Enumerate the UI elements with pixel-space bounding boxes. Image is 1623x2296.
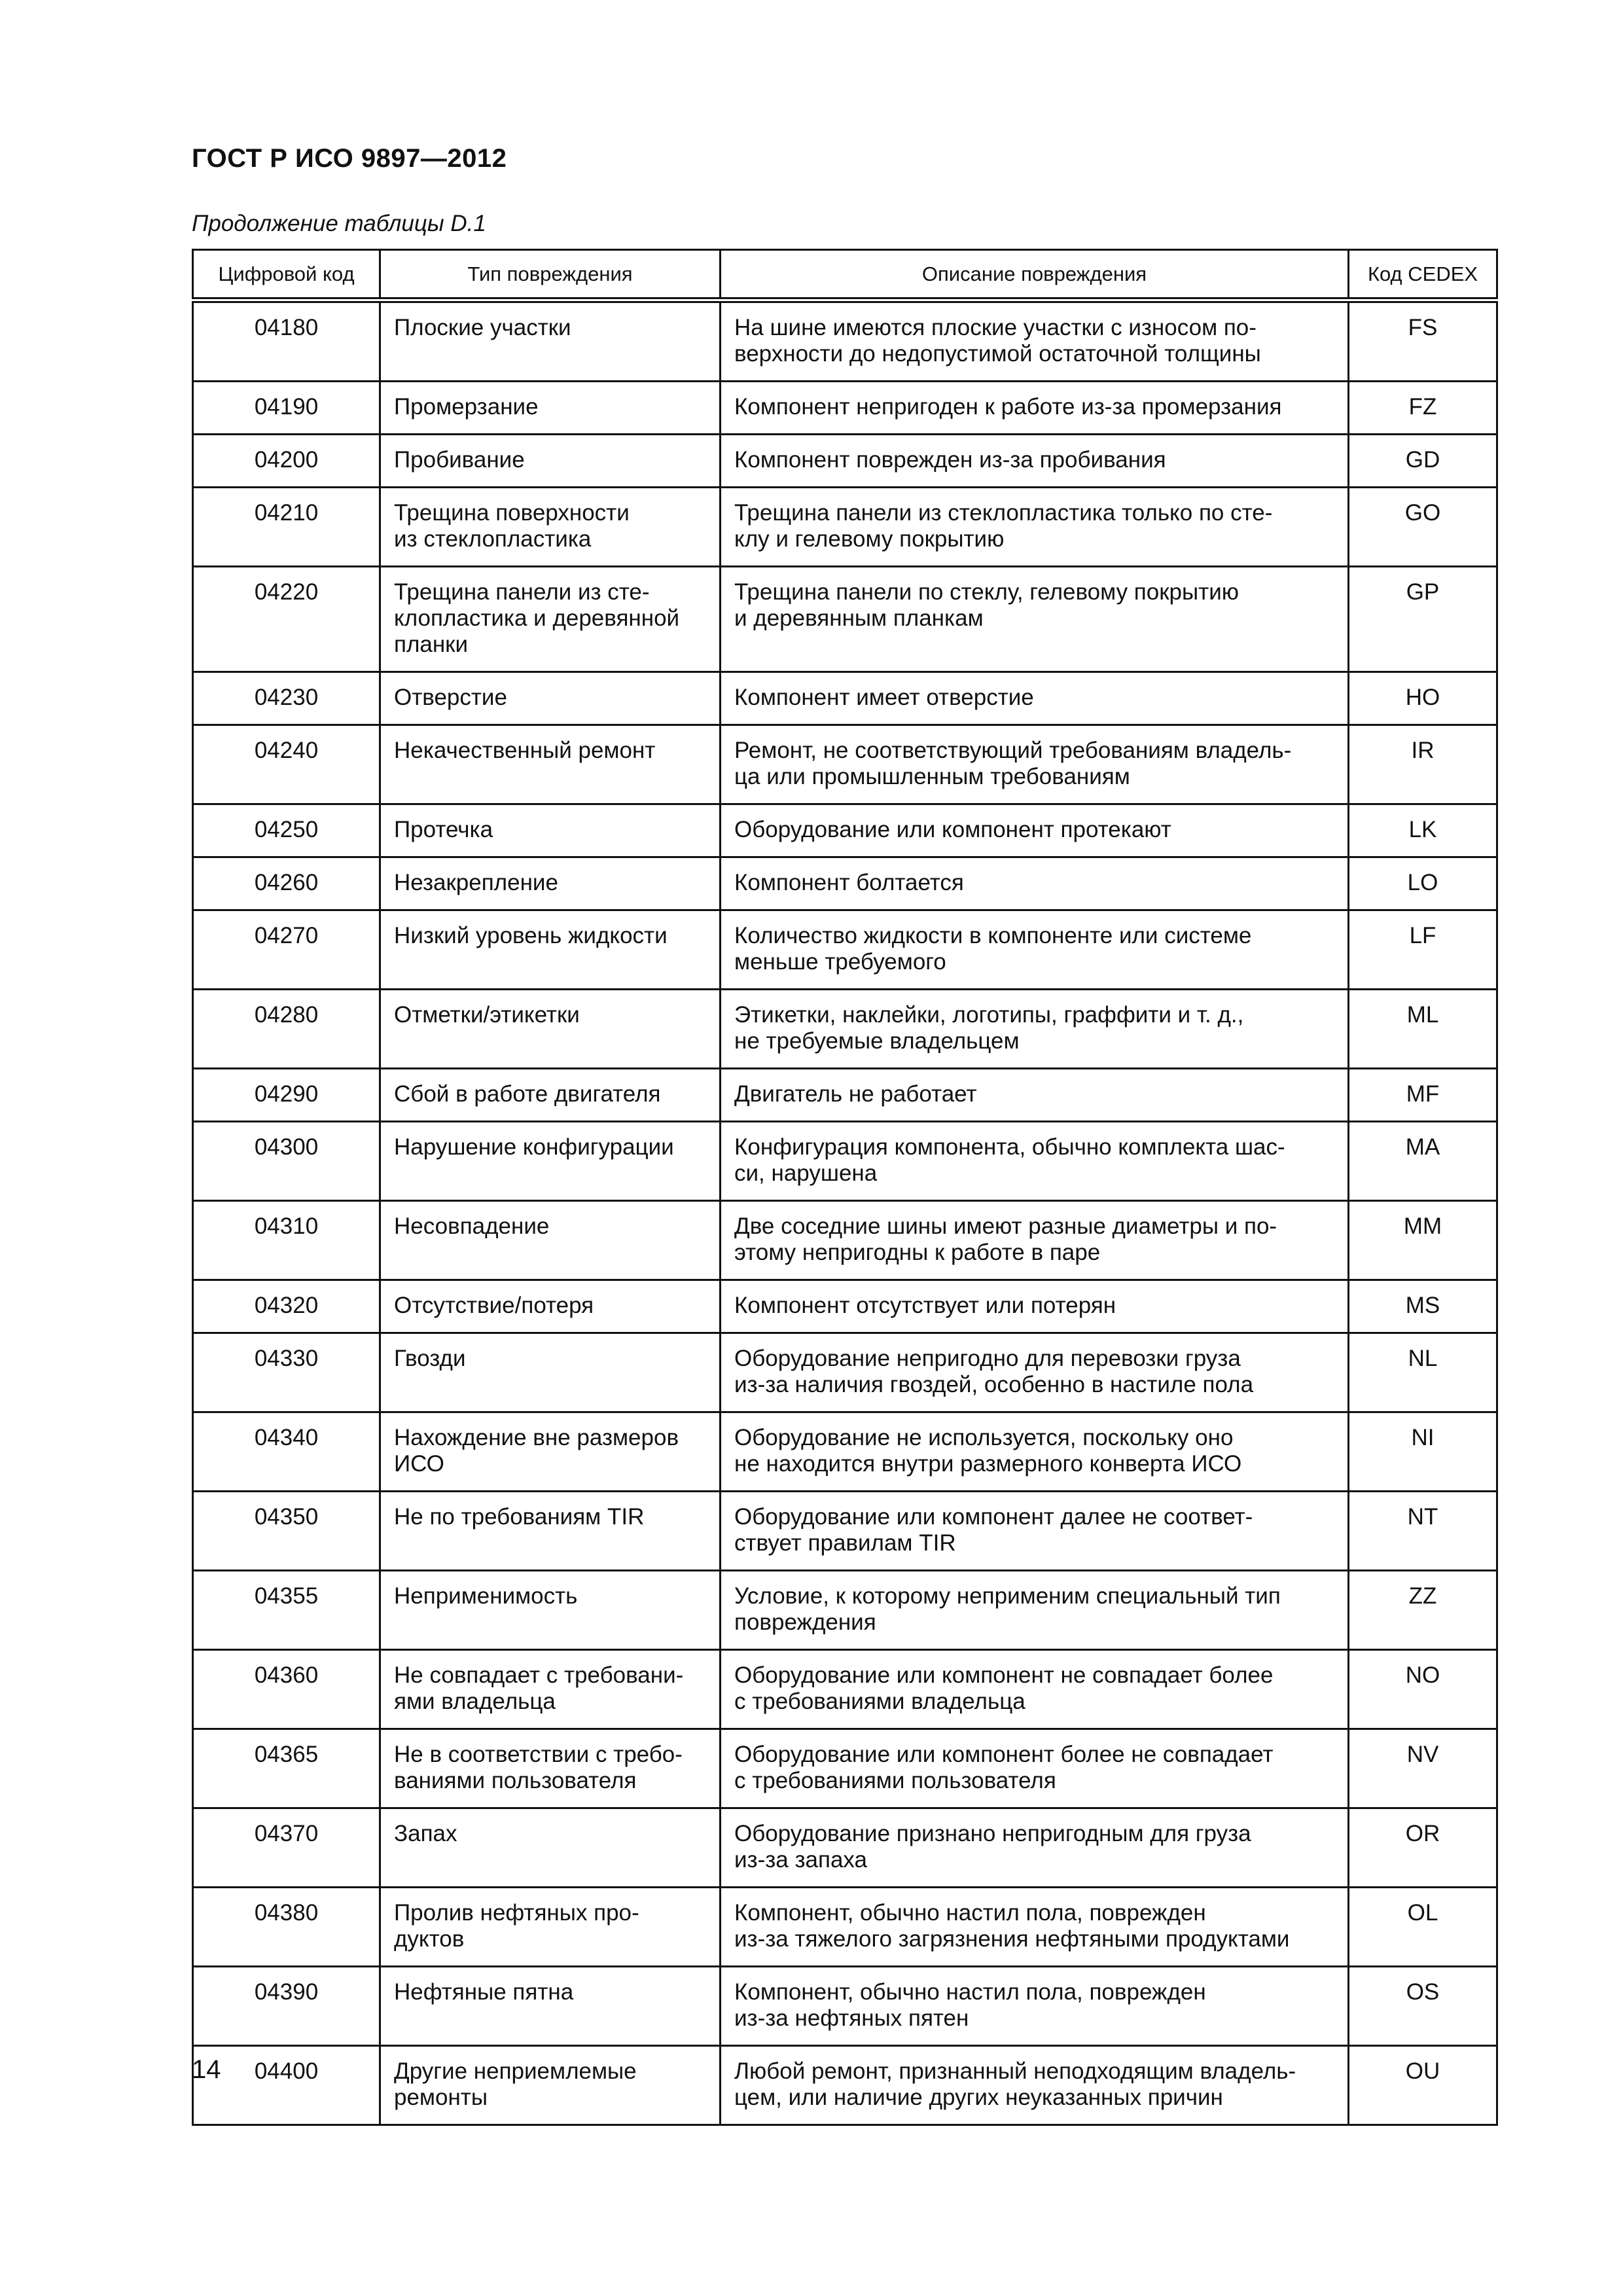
row-digital-code: 04200 — [193, 435, 380, 488]
row-digital-code: 04340 — [193, 1412, 380, 1492]
table-row — [193, 804, 1497, 857]
row-cedex-code: HO — [1349, 672, 1497, 725]
row-cedex-code: NV — [1349, 1729, 1497, 1808]
table-body — [193, 300, 1497, 2125]
row-damage-type: Плоские участки — [380, 300, 721, 382]
row-damage-description: На шине имеются плоские участки с износом по- верхности до недопустимой остаточной толщины — [721, 300, 1349, 382]
row-damage-description: Компонент отсутствует или потерян — [721, 1280, 1349, 1333]
row-damage-type: Промерзание — [380, 382, 721, 435]
row-damage-type: Отметки/этикетки — [380, 990, 721, 1069]
table-row — [193, 1650, 1497, 1729]
table-row — [193, 567, 1497, 672]
row-damage-description: Компонент болтается — [721, 857, 1349, 910]
row-damage-type: Сбой в работе двигателя — [380, 1069, 721, 1122]
row-damage-type: Низкий уровень жидкости — [380, 910, 721, 990]
row-digital-code: 04300 — [193, 1122, 380, 1201]
row-damage-type: Отверстие — [380, 672, 721, 725]
row-cedex-code: FZ — [1349, 382, 1497, 435]
row-digital-code: 04310 — [193, 1201, 380, 1280]
row-damage-type: Запах — [380, 1808, 721, 1888]
column-header-cedex-code: Код CEDEX — [1349, 250, 1497, 300]
row-cedex-code: ML — [1349, 990, 1497, 1069]
row-cedex-code: NT — [1349, 1492, 1497, 1571]
row-cedex-code: NI — [1349, 1412, 1497, 1492]
row-cedex-code: IR — [1349, 725, 1497, 804]
row-cedex-code: ZZ — [1349, 1571, 1497, 1650]
row-digital-code: 04330 — [193, 1333, 380, 1412]
row-damage-description: Оборудование или компонент не совпадает более с требованиями владельца — [721, 1650, 1349, 1729]
row-cedex-code: MA — [1349, 1122, 1497, 1201]
row-digital-code: 04370 — [193, 1808, 380, 1888]
document-header: ГОСТ Р ИСО 9897—2012 — [192, 144, 507, 173]
row-cedex-code: NO — [1349, 1650, 1497, 1729]
row-digital-code: 04190 — [193, 382, 380, 435]
row-cedex-code: LO — [1349, 857, 1497, 910]
table-row — [193, 857, 1497, 910]
row-damage-type: Протечка — [380, 804, 721, 857]
row-damage-type: Незакрепление — [380, 857, 721, 910]
table-row — [193, 1069, 1497, 1122]
row-cedex-code: MM — [1349, 1201, 1497, 1280]
row-cedex-code: MF — [1349, 1069, 1497, 1122]
row-digital-code: 04320 — [193, 1280, 380, 1333]
row-digital-code: 04210 — [193, 488, 380, 567]
row-damage-description: Трещина панели из стеклопластика только по сте- клу и гелевому покрытию — [721, 488, 1349, 567]
row-damage-description: Условие, к которому неприменим специальный тип повреждения — [721, 1571, 1349, 1650]
row-damage-description: Оборудование признано непригодным для груза из-за запаха — [721, 1808, 1349, 1888]
row-damage-description: Конфигурация компонента, обычно комплекта шас- си, нарушена — [721, 1122, 1349, 1201]
table-row — [193, 1967, 1497, 2046]
page-number: 14 — [192, 2055, 221, 2084]
row-damage-type: Нефтяные пятна — [380, 1967, 721, 2046]
row-damage-type: Гвозди — [380, 1333, 721, 1412]
row-damage-description: Компонент поврежден из-за пробивания — [721, 435, 1349, 488]
row-damage-type: Некачественный ремонт — [380, 725, 721, 804]
row-digital-code: 04220 — [193, 567, 380, 672]
row-damage-description: Компонент, обычно настил пола, поврежден из-за нефтяных пятен — [721, 1967, 1349, 2046]
row-damage-description: Оборудование или компонент более не совпадает с требованиями пользователя — [721, 1729, 1349, 1808]
row-damage-type: Неприменимость — [380, 1571, 721, 1650]
row-digital-code: 04290 — [193, 1069, 380, 1122]
row-digital-code: 04355 — [193, 1571, 380, 1650]
row-digital-code: 04280 — [193, 990, 380, 1069]
row-cedex-code: GD — [1349, 435, 1497, 488]
row-damage-description: Трещина панели по стеклу, гелевому покрытию и деревянным планкам — [721, 567, 1349, 672]
row-cedex-code: OS — [1349, 1967, 1497, 2046]
row-cedex-code: NL — [1349, 1333, 1497, 1412]
table-row — [193, 1122, 1497, 1201]
table-header-row — [193, 250, 1497, 300]
row-damage-description: Количество жидкости в компоненте или системе меньше требуемого — [721, 910, 1349, 990]
row-digital-code: 04270 — [193, 910, 380, 990]
table-row — [193, 1808, 1497, 1888]
row-damage-description: Компонент имеет отверстие — [721, 672, 1349, 725]
row-damage-description: Оборудование или компонент протекают — [721, 804, 1349, 857]
row-damage-type: Другие неприемлемые ремонты — [380, 2046, 721, 2125]
row-cedex-code: OL — [1349, 1888, 1497, 1967]
row-digital-code: 04380 — [193, 1888, 380, 1967]
row-damage-type: Трещина панели из сте- клопластика и деревянной планки — [380, 567, 721, 672]
row-damage-type: Пробивание — [380, 435, 721, 488]
row-digital-code: 04180 — [193, 300, 380, 382]
table-row — [193, 488, 1497, 567]
table-row — [193, 300, 1497, 382]
row-digital-code: 04360 — [193, 1650, 380, 1729]
row-damage-description: Этикетки, наклейки, логотипы, граффити и т. д., не требуемые владельцем — [721, 990, 1349, 1069]
table-row — [193, 1333, 1497, 1412]
row-damage-description: Двигатель не работает — [721, 1069, 1349, 1122]
table-row — [193, 1888, 1497, 1967]
table-row — [193, 2046, 1497, 2125]
table-row — [193, 672, 1497, 725]
table-row — [193, 1571, 1497, 1650]
row-damage-description: Оборудование не используется, поскольку оно не находится внутри размерного конверта ИСО — [721, 1412, 1349, 1492]
row-damage-type: Нарушение конфигурации — [380, 1122, 721, 1201]
row-damage-description: Ремонт, не соответствующий требованиям владель- ца или промышленным требованиям — [721, 725, 1349, 804]
row-cedex-code: MS — [1349, 1280, 1497, 1333]
row-digital-code: 04240 — [193, 725, 380, 804]
table-row — [193, 382, 1497, 435]
row-cedex-code: GO — [1349, 488, 1497, 567]
row-damage-type: Отсутствие/потеря — [380, 1280, 721, 1333]
row-cedex-code: LK — [1349, 804, 1497, 857]
row-damage-type: Не по требованиям TIR — [380, 1492, 721, 1571]
row-cedex-code: LF — [1349, 910, 1497, 990]
row-damage-description: Компонент, обычно настил пола, поврежден из-за тяжелого загрязнения нефтяными продуктами — [721, 1888, 1349, 1967]
row-damage-description: Компонент непригоден к работе из-за промерзания — [721, 382, 1349, 435]
row-digital-code: 04230 — [193, 672, 380, 725]
row-damage-description: Любой ремонт, признанный неподходящим владель- цем, или наличие других неуказанных причин — [721, 2046, 1349, 2125]
row-damage-description: Две соседние шины имеют разные диаметры и по- этому непригодны к работе в паре — [721, 1201, 1349, 1280]
row-digital-code: 04365 — [193, 1729, 380, 1808]
row-cedex-code: OU — [1349, 2046, 1497, 2125]
row-digital-code: 04260 — [193, 857, 380, 910]
column-header-damage-type: Тип повреждения — [380, 250, 721, 300]
row-digital-code: 04390 — [193, 1967, 380, 2046]
table-row — [193, 1492, 1497, 1571]
table-row — [193, 1280, 1497, 1333]
table-row — [193, 1201, 1497, 1280]
row-cedex-code: FS — [1349, 300, 1497, 382]
row-damage-description: Оборудование или компонент далее не соответ- ствует правилам TIR — [721, 1492, 1349, 1571]
table-row — [193, 435, 1497, 488]
table-row — [193, 1729, 1497, 1808]
table-row — [193, 1412, 1497, 1492]
table-row — [193, 725, 1497, 804]
table-header — [193, 250, 1497, 300]
column-header-digital-code: Цифровой код — [193, 250, 380, 300]
row-cedex-code: OR — [1349, 1808, 1497, 1888]
damage-codes-table — [192, 249, 1498, 2126]
row-damage-type: Не совпадает с требовани- ями владельца — [380, 1650, 721, 1729]
row-cedex-code: GP — [1349, 567, 1497, 672]
row-digital-code: 04250 — [193, 804, 380, 857]
row-digital-code: 04400 — [193, 2046, 380, 2125]
damage-codes-table-container — [192, 249, 1496, 2126]
table-row — [193, 910, 1497, 990]
row-damage-description: Оборудование непригодно для перевозки груза из-за наличия гвоздей, особенно в настиле пола — [721, 1333, 1349, 1412]
row-damage-type: Несовпадение — [380, 1201, 721, 1280]
row-digital-code: 04350 — [193, 1492, 380, 1571]
row-damage-type: Нахождение вне размеров ИСО — [380, 1412, 721, 1492]
table-row — [193, 990, 1497, 1069]
row-damage-type: Пролив нефтяных про- дуктов — [380, 1888, 721, 1967]
table-caption: Продолжение таблицы D.1 — [192, 211, 486, 236]
row-damage-type: Не в соответствии с требо- ваниями пользователя — [380, 1729, 721, 1808]
row-damage-type: Трещина поверхности из стеклопластика — [380, 488, 721, 567]
column-header-damage-description: Описание повреждения — [721, 250, 1349, 300]
